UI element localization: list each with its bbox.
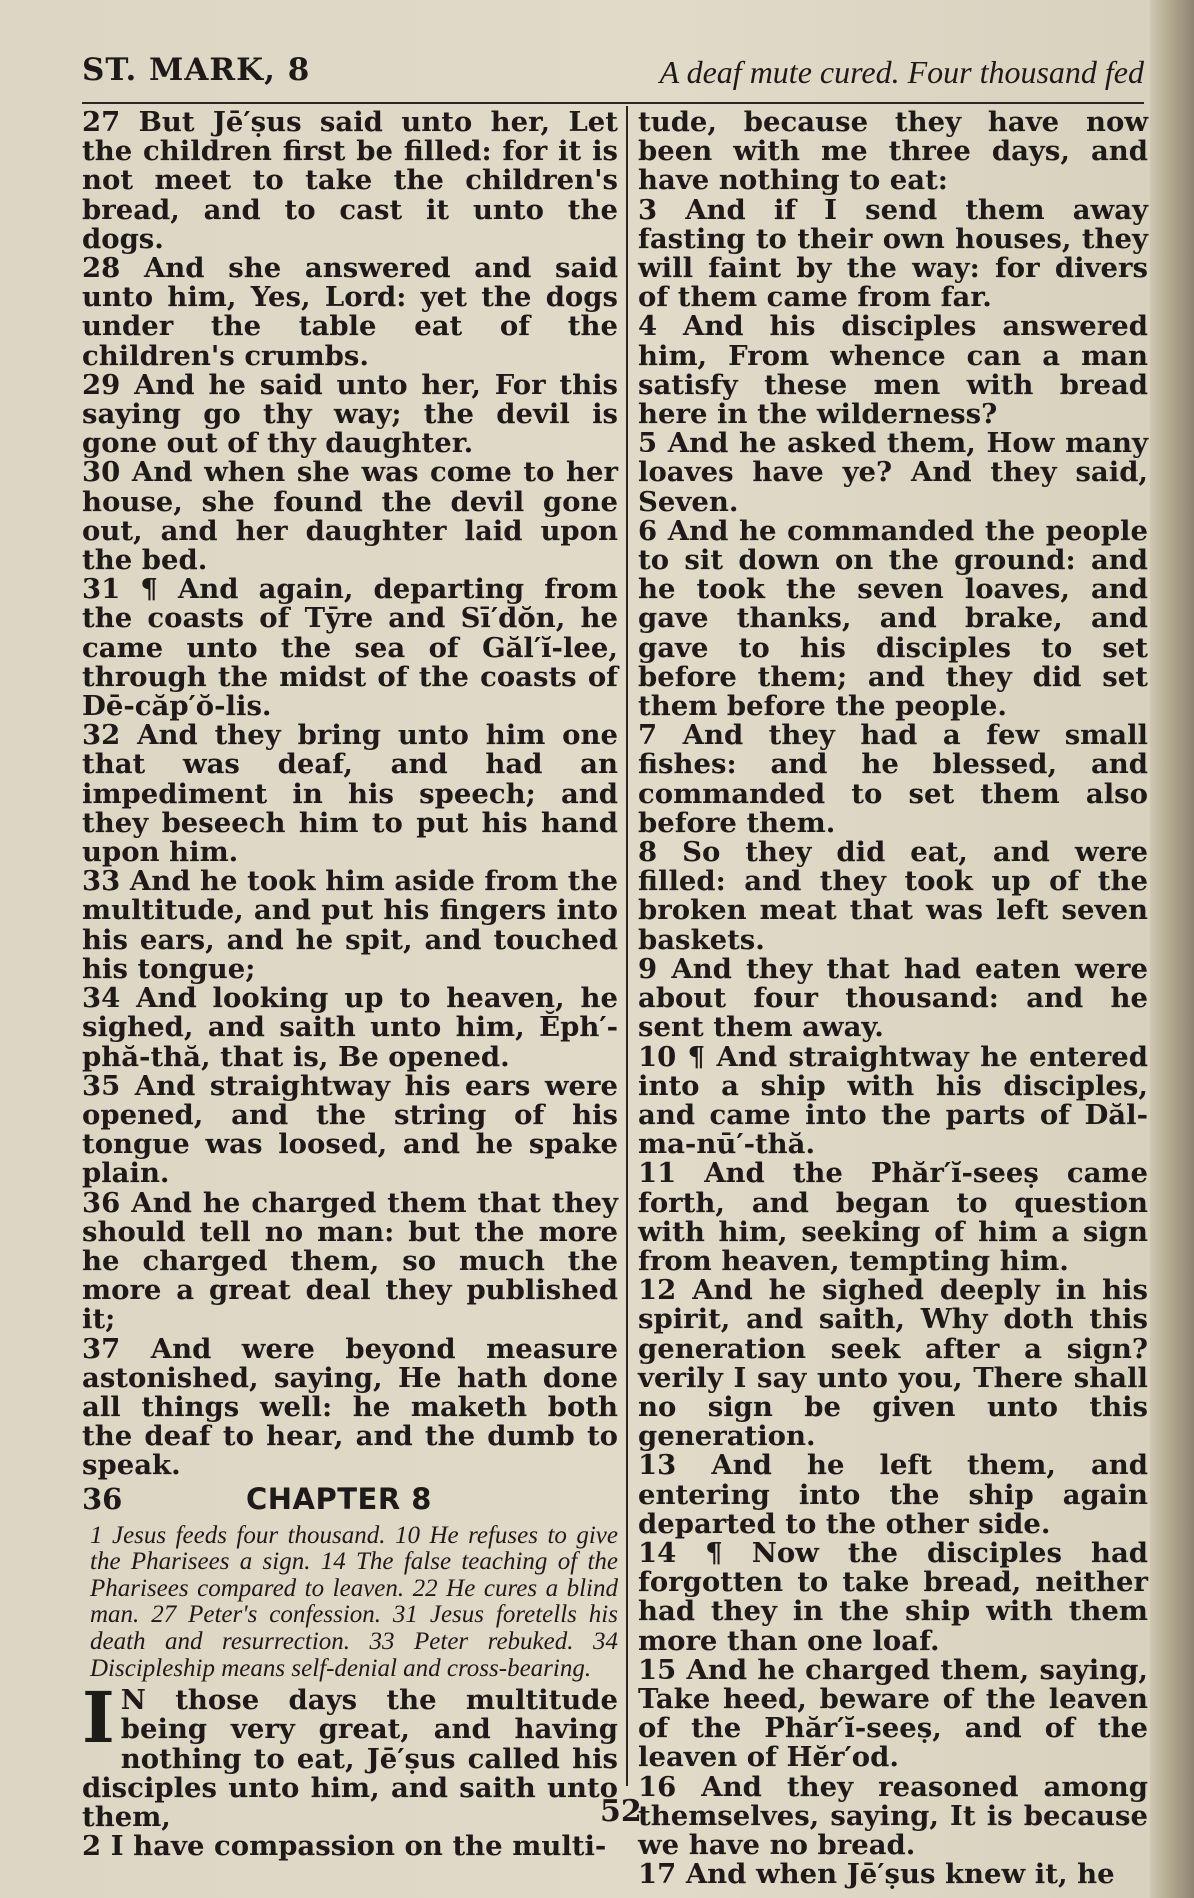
column-divider [626,106,628,1786]
verse-text: N those days the multitude being very great, and having nothing to eat, Jē′ṣus called his disciples unto him, and saith unto them, [82,1684,618,1833]
verse: 6 And he commanded the people to sit down on the ground: and he took the seven loaves, and gave thanks, and brake, and gave to his disciples to set before them; and they did set them before the people. [638,514,1148,723]
chapter-summary: 1 Jesus feeds four thousand. 10 He refuses to give the Pharisees a sign. 14 The false teaching of the Pharisees compared to leaven. 22 He cures a blind man. 27 Peter's confession. 31 Jesus foretells his death and resurrection. 33 Peter rebuked. 34 Discipleship means self-denial and cross-bearing. [90,1521,618,1682]
header-rule [82,102,1144,104]
verse: 9 And they that had eaten were about four thousand: and he sent them away. [638,952,1148,1044]
verse: 4 And his disciples answered him, From whence can a man satisfy these men with bread here in the wilderness? [638,310,1148,431]
verse: 32 And they bring unto him one that was deaf, and had an impediment in his speech; and they beseech him to put his hand upon him. [82,719,618,869]
verse: 5 And he asked them, How many loaves have ye? And they said, Seven. [638,427,1148,518]
verse: 27 But Jē′ṣus said unto her, Let the children first be filled: for it is not meet to take the children's bread, and to cast it unto the dogs. [82,106,618,255]
verse: 37 And were beyond measure astonished, saying, He hath done all things well: he maketh both the deaf to hear, and the dumb to speak. [82,1332,618,1482]
verse: 28 And she answered and said unto him, Yes, Lord: yet the dogs under the table eat of the children's crumbs. [82,252,618,372]
page-topic-heading: A deaf mute cured. Four thousand fed [659,54,1144,90]
verse: 33 And he took him aside from the multitude, and put his fingers into his ears, and he spit, and touched his tongue; [82,865,618,985]
drop-cap: I [82,1676,115,1760]
running-header [82,46,1144,102]
verse: 8 So they did eat, and were filled: and they took up of the broken meat that was left seven baskets. [638,836,1148,956]
verse: 7 And they had a few small fishes: and he blessed, and commanded to set them also before them. [638,719,1148,839]
verse: 3 And if I send them away fasting to their own houses, they will faint by the way: for divers of them came from far. [638,193,1148,314]
verse: 30 And when she was come to her house, she found the devil gone out, and her daughter laid upon the bed. [82,456,618,577]
verse: 10 ¶ And straightway he entered into a ship with his disciples, and came into the parts of Dăl-ma-nū′-thă. [638,1040,1148,1161]
page-edge-shadow [1150,0,1194,1898]
verse: 14 ¶ Now the disciples had forgotten to take bread, neither had they in the ship with them more than one loaf. [638,1536,1148,1657]
verse: tude, because they have now been with me three days, and have nothing to eat: [638,106,1148,197]
chapter-title: CHAPTER 8 [246,1481,432,1516]
chapter-heading [82,1483,618,1521]
verse: 36 And he charged them that they should tell no man: but the more he charged them, so much the more a great deal they published it; [82,1186,618,1336]
verse: 35 And straightway his ears were opened, and the string of his tongue was loosed, and he spake plain. [82,1069,618,1190]
left-column [82,108,618,1861]
verse: 15 And he charged them, saying, Take heed, beware of the leaven of the Phăr′ĭ-seeṣ, and of the leaven of Hĕr′od. [638,1653,1148,1774]
chapter-verse-number: 36 [82,1481,123,1516]
verse: 12 And he sighed deeply in his spirit, and saith, Why doth this generation seek after a sign? verily I say unto you, There shall no sign be given unto this generation. [638,1274,1148,1453]
right-column [638,108,1148,1889]
verse: 13 And he left them, and entering into the ship again departed to the other side. [638,1449,1148,1540]
page-number: 52 [600,1794,642,1829]
book-chapter-title: ST. MARK, 8 [82,52,311,88]
verse: 16 And they reasoned among themselves, saying, It is because we have no bread. [638,1770,1148,1861]
chapter-first-verse [82,1676,618,1833]
verse: 17 And when Jē′ṣus knew it, he [638,1858,1115,1891]
verse: 11 And the Phăr′ĭ-seeṣ came forth, and began to question with him, seeking of him a sign from heaven, tempting him. [638,1157,1148,1277]
verse: 31 ¶ And again, departing from the coasts of Tȳre and Sī′dŏn, he came unto the sea of Găl′ĭ-lee, through the midst of the coasts of Dē-căp′ŏ-lis. [82,573,618,723]
verse: 29 And he said unto her, For this saying go thy way; the devil is gone out of thy daughter. [82,368,618,460]
verse: 34 And looking up to heaven, he sighed, and saith unto him, Ĕph′-phă-thă, that is, Be opened. [82,982,618,1073]
verse: 2 I have compassion on the multi- [82,1830,607,1863]
